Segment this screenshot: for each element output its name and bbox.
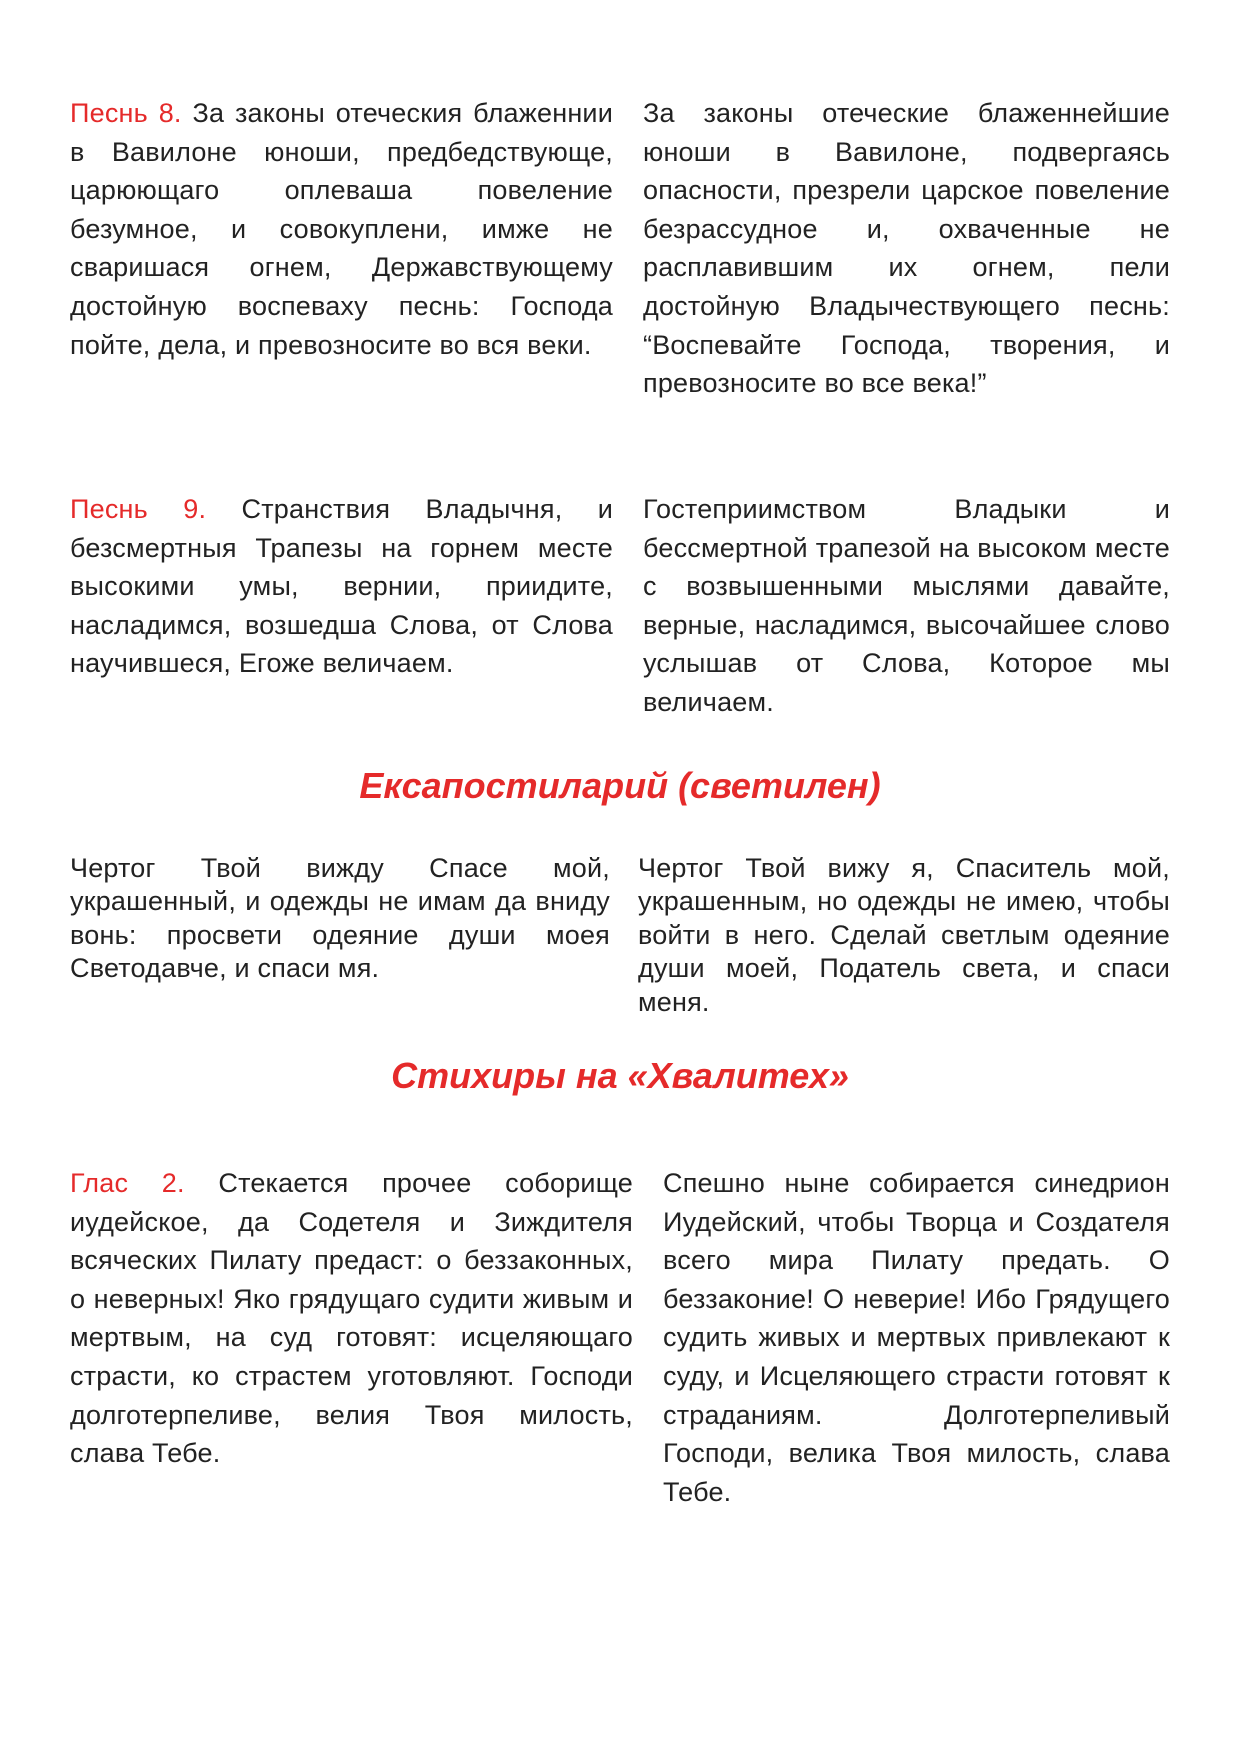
- ode-9-slavonic-text: Странствия Владычня, и безсмертныя Трапезы на горнем месте высокими умы, вернии, приидите, насладимся, возшедша Слова, от Слова научившеся, Егоже величаем.: [70, 494, 614, 679]
- stichera-tone-label: Глас 2.: [70, 1168, 185, 1198]
- ode-9-label: Песнь 9.: [70, 494, 207, 524]
- exapostilarion-russian-text: Чертог Твой вижу я, Спаситель мой, украшенным, но одежды не имею, чтобы войти в него. Сделай светлым одеяние души моей, Податель света, и спаси меня.: [638, 853, 1170, 1017]
- exapostilarion-slavonic-text: Чертог Твой вижду Спасе мой, украшенный, и одежды не имам да вниду вонь: просвети одеяние души моея Светодавче, и спаси мя.: [70, 853, 610, 984]
- ode-8-slavonic-text: За законы отеческия блаженнии в Вавилоне юноши, предбедствующе, царюющаго оплеваша повеление безумное, и совокуплени, имже не сваришася огнем, Державствующему достойную воспеваху песнь: Господа пойте, дела, и превозносите во вся веки.: [70, 98, 613, 360]
- stichera-block: [70, 1164, 1170, 1511]
- stichera-russian-text: Спешно ныне собирается синедрион Иудейский, чтобы Творца и Создателя всего мира Пилату предать. О беззаконие! О неверие! Ибо Грядущего судить живых и мертвых привлекают к суду, и Исцеляющего страсти готовят к страданиям. Долготерпеливый Господи, велика Твоя милость, слава Тебе.: [663, 1168, 1170, 1507]
- ode-8-label: Песнь 8.: [70, 98, 182, 128]
- exapostilarion-heading: Ексапостиларий (светилен): [359, 765, 881, 806]
- stichera-slavonic: [70, 1164, 633, 1473]
- ode-8-russian: [643, 94, 1170, 403]
- ode-8-slavonic: [70, 94, 613, 364]
- exapostilarion-slavonic: [70, 852, 610, 986]
- stichera-heading: Стихиры на «Хвалитех»: [391, 1055, 849, 1096]
- ode-9-slavonic: [70, 490, 613, 683]
- stichera-slavonic-text: Стекается прочее соборище иудейское, да Содетеля и Зиждителя всяческих Пилату предаст: о беззаконных, о неверных! Яко грядущаго судити живым и мертвым, на суд готовят: исцеляющаго страсти, ко страстем уготовляют. Господи долготерпеливе, велия Твоя милость, слава Тебе.: [70, 1168, 634, 1469]
- ode-9-russian-text: Гостеприимством Владыки и бессмертной трапезой на высоком месте с возвышенными мыслями давайте, верные, насладимся, высочайшее слово услышав от Слова, Которое мы величаем.: [643, 494, 1170, 717]
- stichera-russian: [663, 1164, 1170, 1511]
- ode-9-block: [70, 490, 1170, 722]
- ode-8-block: [70, 94, 1170, 403]
- exapostilarion-block: [70, 852, 1170, 1019]
- exapostilarion-russian: [638, 852, 1170, 1019]
- ode-9-russian: [643, 490, 1170, 722]
- ode-8-russian-text: За законы отеческие блаженнейшие юноши в Вавилоне, подвергаясь опасности, презрели царское повеление безрассудное и, охваченные не расплавившим их огнем, пели достойную Владычествующего песнь: “Воспевайте Господа, творения, и превозносите во все века!”: [643, 98, 1170, 399]
